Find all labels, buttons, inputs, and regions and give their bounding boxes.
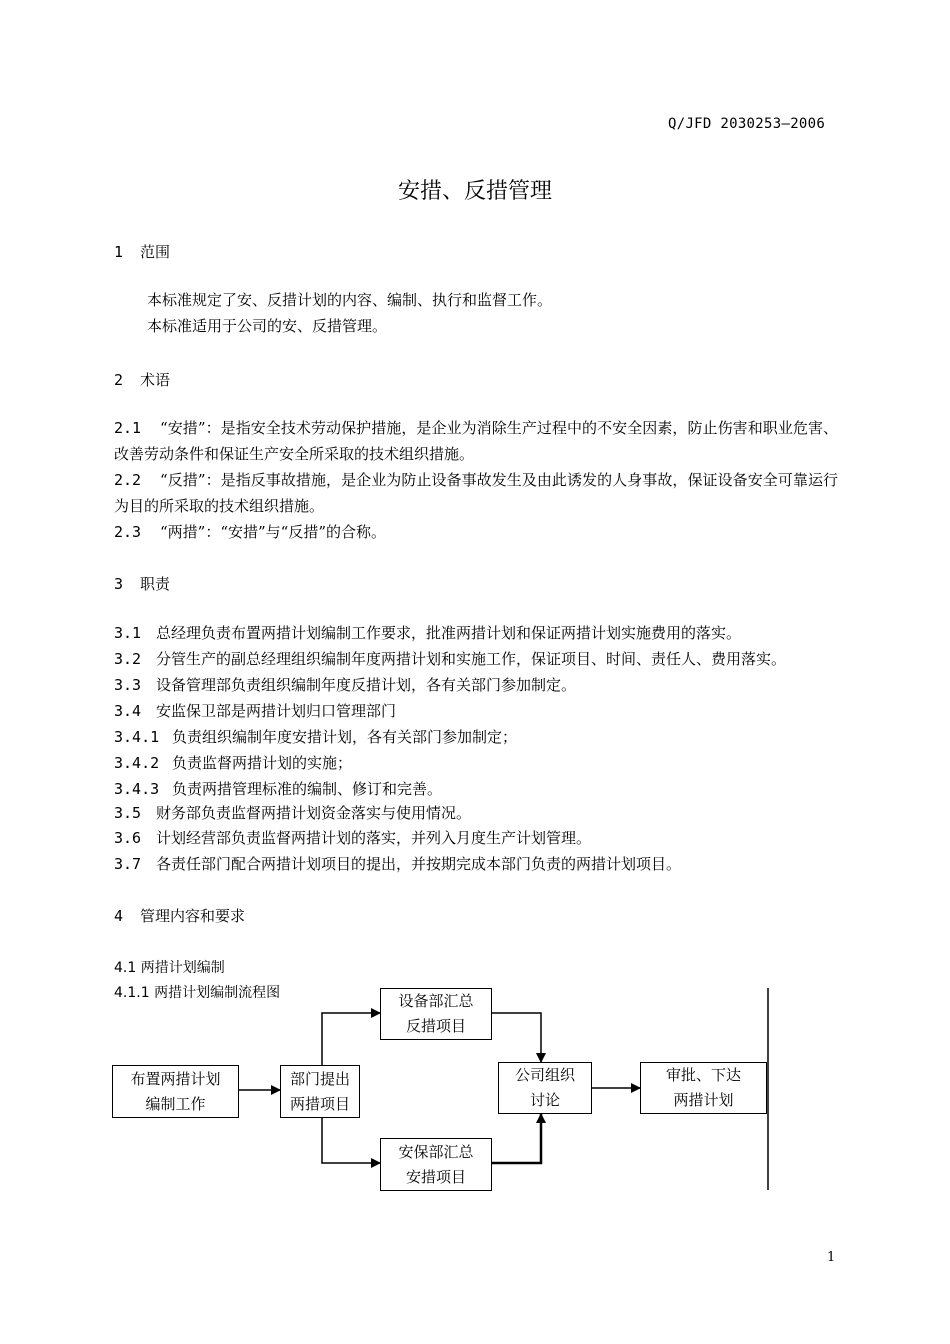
item-text: “安措”：是指安全技术劳动保护措施，是企业为消除生产过程中的不安全因素，防止伤害和职业危害、改善劳动条件和保证生产安全所采取的技术组织措施。 bbox=[114, 419, 838, 463]
item-text: “两措”：“安措”与“反措”的合称。 bbox=[160, 523, 387, 541]
flow-box-start bbox=[112, 1065, 239, 1118]
flow-box-approve bbox=[640, 1062, 767, 1114]
item-number: 3.4 bbox=[114, 702, 142, 720]
arrow-dept-to-equip bbox=[322, 1013, 380, 1065]
item-number: 2.1 bbox=[114, 419, 142, 437]
item-number: 3.5 bbox=[114, 804, 142, 822]
page-title: 安措、反措管理 bbox=[397, 179, 552, 204]
item-number: 3.2 bbox=[114, 650, 142, 668]
scope-paragraph-1: 本标准规定了安、反措计划的内容、编制、执行和监督工作。 bbox=[147, 291, 553, 309]
box-line: 部门提出 bbox=[289, 1069, 350, 1088]
item-number: 2.2 bbox=[114, 471, 142, 489]
page-number: 1 bbox=[827, 1250, 836, 1265]
item-number: 3.4.1 bbox=[114, 728, 160, 746]
item-text: 计划经营部负责监督两措计划的落实，并列入月度生产计划管理。 bbox=[156, 829, 592, 847]
box-line: 两措项目 bbox=[289, 1094, 350, 1113]
section-number: 4 bbox=[114, 907, 124, 925]
flow-box-dept bbox=[280, 1065, 360, 1118]
subsection-4-1-heading: 4.1 两措计划编制 bbox=[114, 960, 225, 976]
arrow-safety-to-discuss bbox=[492, 1114, 541, 1163]
section-title: 职责 bbox=[140, 575, 171, 593]
flow-box-discuss bbox=[498, 1062, 592, 1114]
section-title: 范围 bbox=[140, 243, 171, 261]
item-text: 总经理负责布置两措计划编制工作要求，批准两措计划和保证两措计划实施费用的落实。 bbox=[156, 624, 742, 642]
item-number: 3.4.3 bbox=[114, 780, 160, 798]
item-text: “反措”：是指反事故措施，是企业为防止设备事故发生及由此诱发的人身事故，保证设备安全可靠运行为目的所采取的技术组织措施。 bbox=[114, 471, 838, 515]
arrow-dept-to-safety bbox=[322, 1116, 380, 1163]
item-text: 安监保卫部是两措计划归口管理部门 bbox=[156, 702, 397, 720]
item-text: 负责组织编制年度安措计划，各有关部门参加制定； bbox=[172, 728, 518, 746]
item-text: 负责两措管理标准的编制、修订和完善。 bbox=[172, 780, 443, 798]
item-text: 负责监督两措计划的实施； bbox=[172, 754, 353, 772]
box-line: 公司组织 bbox=[514, 1066, 575, 1084]
box-line: 安保部汇总 bbox=[398, 1142, 474, 1161]
arrow-equip-to-discuss bbox=[492, 1013, 541, 1062]
box-line: 编制工作 bbox=[145, 1094, 206, 1113]
box-line: 布置两措计划 bbox=[130, 1069, 221, 1088]
item-text: 分管生产的副总经理组织编制年度两措计划和实施工作，保证项目、时间、责任人、费用落实。 bbox=[156, 650, 787, 668]
scope-paragraph-2: 本标准适用于公司的安、反措管理。 bbox=[147, 317, 388, 335]
box-line: 设备部汇总 bbox=[398, 992, 474, 1010]
item-number: 3.4.2 bbox=[114, 754, 160, 772]
section-title: 管理内容和要求 bbox=[140, 907, 246, 925]
subsection-4-1-1-heading: 4.1.1 两措计划编制流程图 bbox=[114, 985, 281, 1001]
item-number: 3.7 bbox=[114, 855, 142, 873]
item-number: 2.3 bbox=[114, 523, 142, 541]
section-number: 3 bbox=[114, 575, 124, 593]
document-number: Q/JFD 2030253—2006 bbox=[668, 116, 826, 132]
flow-box-equip bbox=[380, 988, 492, 1040]
box-line: 反措项目 bbox=[405, 1017, 466, 1035]
box-line: 两措计划 bbox=[673, 1091, 734, 1109]
flow-box-safety bbox=[380, 1138, 492, 1191]
box-line: 安措项目 bbox=[405, 1167, 466, 1186]
section-number: 1 bbox=[114, 243, 124, 261]
item-number: 3.6 bbox=[114, 829, 142, 847]
item-number: 3.3 bbox=[114, 676, 142, 694]
item-number: 3.1 bbox=[114, 624, 142, 642]
box-line: 审批、下达 bbox=[665, 1066, 741, 1084]
item-text: 各责任部门配合两措计划项目的提出，并按期完成本部门负责的两措计划项目。 bbox=[156, 855, 682, 873]
box-line: 讨论 bbox=[529, 1091, 560, 1109]
section-number: 2 bbox=[114, 371, 124, 389]
item-text: 设备管理部负责组织编制年度反措计划，各有关部门参加制定。 bbox=[156, 676, 577, 694]
item-text: 财务部负责监督两措计划资金落实与使用情况。 bbox=[156, 804, 472, 822]
section-title: 术语 bbox=[140, 371, 171, 389]
